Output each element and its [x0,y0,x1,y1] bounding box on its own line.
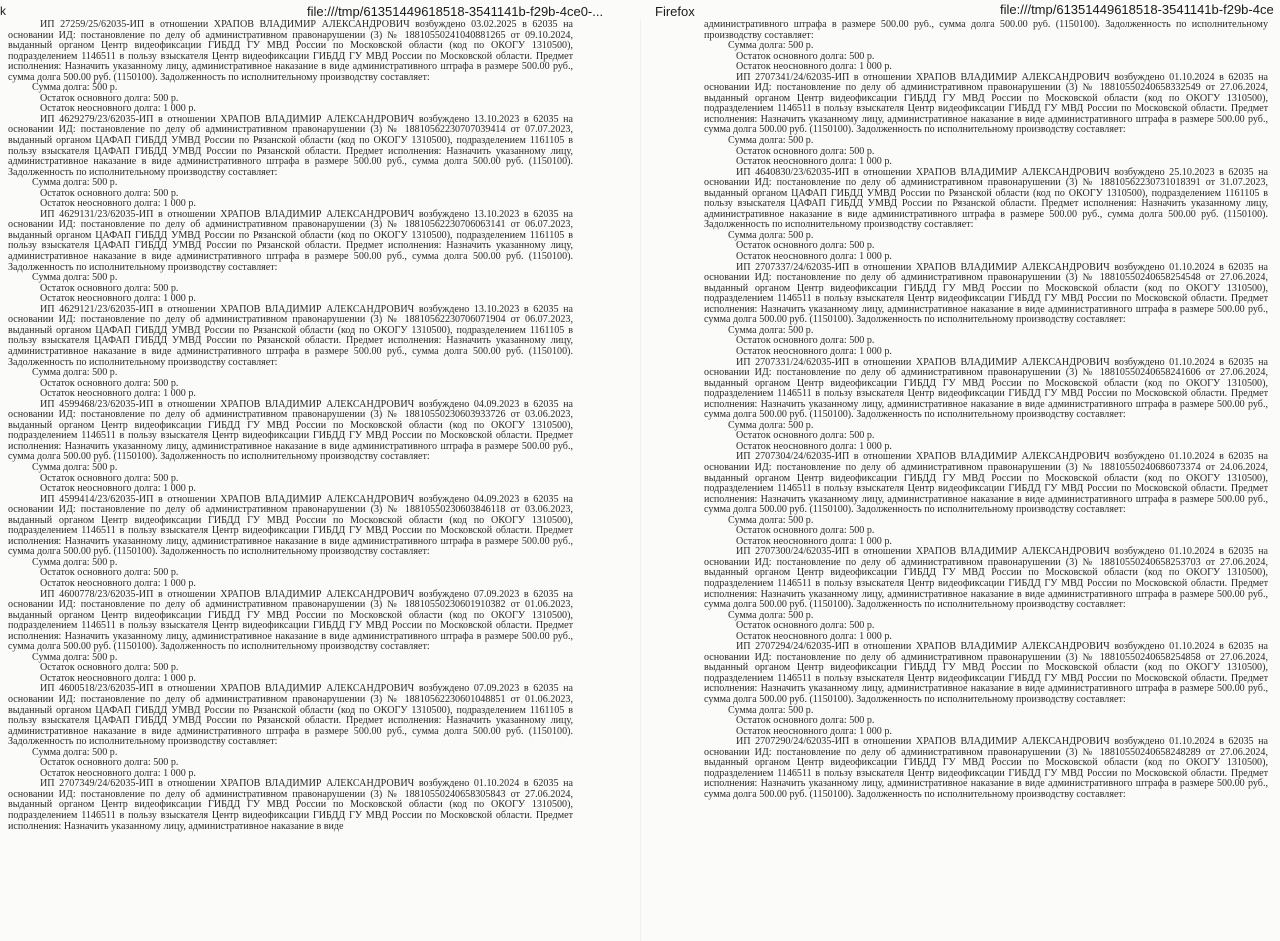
main-debt-remainder: Остаток основного долга: 500 р. [736,240,875,252]
debt-sum: Сумма долга: 500 р. [32,746,118,758]
enforcement-entry [704,73,1268,168]
debt-sum: Сумма долга: 500 р. [32,177,118,189]
tab-title-left[interactable]: file:///tmp/61351449618518-3541141b-f29b-4ce0-... [307,4,604,19]
entry-text: ИП 4600518/23/62035-ИП в отношении ХРАПОВ ВЛАДИМИР АЛЕКСАНДРОВИЧ возбуждено 07.09.2023 в 62035 на основании ИД: постановление по делу об административном правонарушении (3) № 18810562230601048851 от 01.06.2023, выданный органом ЦАФАП ГИБДД УМВД России по Рязанской области (код по ОКОГУ 1310500), подразделением 1161105 в пользу взыскателя ЦАФАП ГИБДД УМВД России по Рязанской области. Предмет исполнения: Назначить указанному лицу, административное наказание в виде административного штрафа в размере 500.00 руб., сумма долга 500.00 руб. (1150100). Задолженность по исполнительному производству составляет: [8,683,573,748]
tab-title-right[interactable]: file:///tmp/61351449618518-3541141b-f29b-4ce [1000,2,1274,17]
enforcement-entry [704,547,1268,642]
entry-text: ИП 2707349/24/62035-ИП в отношении ХРАПОВ ВЛАДИМИР АЛЕКСАНДРОВИЧ возбуждено 01.10.2024 в 62035 на основании ИД: постановление по делу об административном правонарушении (3) № 18810550240658305843 от 27.06.2024, выданный органом Центр видеофиксации ГИБДД ГУ МВД России по Московской области (код по ОКОГУ 1310500), подразделением 1146511 в пользу взыскателя Центр видеофиксации ГИБДД ГУ МВД России по Московской области. Предмет исполнения: Назначить указанному лицу, административное наказание в виде [8,778,573,832]
enforcement-entry-continued [704,20,1268,73]
enforcement-entry [704,642,1268,737]
debt-sum: Сумма долга: 500 р. [728,40,814,52]
enforcement-entry [8,779,573,832]
main-debt-remainder: Остаток основного долга: 500 р. [40,662,179,674]
enforcement-entry [704,168,1268,263]
debt-sum: Сумма долга: 500 р. [32,272,118,284]
other-debt-remainder: Остаток неосновного долга: 1 000 р. [736,725,892,737]
main-debt-remainder: Остаток основного долга: 500 р. [736,145,875,157]
debt-sum: Сумма долга: 500 р. [728,514,814,526]
enforcement-entry [8,305,573,400]
enforcement-entry [8,684,573,779]
debt-sum: Сумма долга: 500 р. [728,704,814,716]
debt-sum: Сумма долга: 500 р. [728,229,814,241]
entry-text: ИП 27259/25/62035-ИП в отношении ХРАПОВ ВЛАДИМИР АЛЕКСАНДРОВИЧ возбуждено 03.02.2025 в 62035 на основании ИД: постановление по делу об административном правонарушении (3) № 18810550241040881265 от 09.10.2024, выданный органом Центр видеофиксации ГИБДД ГУ МВД России по Московской области (код по ОКОГУ 1310500), подразделением 1146511 в пользу взыскателя Центр видеофиксации ГИБДД ГУ МВД России по Московской области. Предмет исполнения: Назначить указанному лицу, административное наказание в виде административного штрафа в размере 500.00 руб., сумма долга 500.00 руб. (1150100). Задолженность по исполнительному производству составляет: [8,20,573,83]
entry-text: административного штрафа в размере 500.00 руб., сумма долга 500.00 руб. (1150100). Задолженность по исполнительному производству составляет: [704,20,1268,41]
debt-sum: Сумма долга: 500 р. [728,419,814,431]
debt-sum: Сумма долга: 500 р. [32,461,118,473]
enforcement-entry [8,20,573,115]
app-title: Firefox [655,4,695,19]
enforcement-entry [8,590,573,685]
main-debt-remainder: Остаток основного долга: 500 р. [40,472,179,484]
entry-text: ИП 4599414/23/62035-ИП в отношении ХРАПОВ ВЛАДИМИР АЛЕКСАНДРОВИЧ возбуждено 04.09.2023 в 62035 на основании ИД: постановление по делу об административном правонарушении (3) № 18810550230603846118 от 03.06.2023, выданный органом Центр видеофиксации ГИБДД ГУ МВД России по Московской области (код по ОКОГУ 1310500), подразделением 1146511 в пользу взыскателя Центр видеофиксации ГИБДД ГУ МВД России по Московской области. Предмет исполнения: Назначить указанному лицу, административное наказание в виде административного штрафа в размере 500.00 руб., сумма долга 500.00 руб. (1150100). Задолженность по исполнительному производству составляет: [8,493,573,558]
other-debt-remainder: Остаток неосновного долга: 1 000 р. [40,767,196,779]
other-debt-remainder: Остаток неосновного долга: 1 000 р. [736,535,892,547]
enforcement-entry [704,452,1268,547]
entry-text: ИП 4640830/23/62035-ИП в отношении ХРАПОВ ВЛАДИМИР АЛЕКСАНДРОВИЧ возбуждено 25.10.2023 в 62035 на основании ИД: постановление по делу об административном правонарушении (3) № 18810562230731018391 от 31.07.2023, выданный органом ЦАФАП ГИБДД УМВД России по Рязанской области (код по ОКОГУ 1310500), подразделением 1161105 в пользу взыскателя ЦАФАП ГИБДД УМВД России по Рязанской области. Предмет исполнения: Назначить указанному лицу, административное наказание в виде административного штрафа в размере 500.00 руб., сумма долга 500.00 руб. (1150100). Задолженность по исполнительному производству составляет: [704,166,1268,231]
main-debt-remainder: Остаток основного долга: 500 р. [40,567,179,579]
other-debt-remainder: Остаток неосновного долга: 1 000 р. [40,388,196,400]
enforcement-entry [8,495,573,590]
debt-sum: Сумма долга: 500 р. [728,135,814,147]
entry-text: ИП 4599468/23/62035-ИП в отношении ХРАПОВ ВЛАДИМИР АЛЕКСАНДРОВИЧ возбуждено 04.09.2023 в 62035 на основании ИД: постановление по делу об административном правонарушении (3) № 18810550230603933726 от 03.06.2023, выданный органом Центр видеофиксации ГИБДД ГУ МВД России по Московской области (код по ОКОГУ 1310500), подразделением 1146511 в пользу взыскателя Центр видеофиксации ГИБДД ГУ МВД России по Московской области. Предмет исполнения: Назначить указанному лицу, административное наказание в виде административного штрафа в размере 500.00 руб., сумма долга 500.00 руб. (1150100). Задолженность по исполнительному производству составляет: [8,398,573,463]
main-debt-remainder: Остаток основного долга: 500 р. [40,282,179,294]
enforcement-entry [704,263,1268,358]
entry-text: ИП 2707331/24/62035-ИП в отношении ХРАПОВ ВЛАДИМИР АЛЕКСАНДРОВИЧ возбуждено 01.10.2024 в 62035 на основании ИД: постановление по делу об административном правонарушении (3) № 18810550240658241606 от 27.06.2024, выданный органом Центр видеофиксации ГИБДД ГУ МВД России по Московской области (код по ОКОГУ 1310500), подразделением 1146511 в пользу взыскателя Центр видеофиксации ГИБДД ГУ МВД России по Московской области. Предмет исполнения: Назначить указанному лицу, административное наказание в виде административного штрафа в размере 500.00 руб., сумма долга 500.00 руб. (1150100). Задолженность по исполнительному производству составляет: [704,356,1268,421]
document-page-right [704,20,1268,941]
main-debt-remainder: Остаток основного долга: 500 р. [736,620,875,632]
other-debt-remainder: Остаток неосновного долга: 1 000 р. [40,198,196,210]
main-debt-remainder: Остаток основного долга: 500 р. [736,525,875,537]
enforcement-entry [704,737,1268,800]
entry-text: ИП 2707341/24/62035-ИП в отношении ХРАПОВ ВЛАДИМИР АЛЕКСАНДРОВИЧ возбуждено 01.10.2024 в 62035 на основании ИД: постановление по делу об административном правонарушении (3) № 18810550240658332549 от 27.06.2024, выданный органом Центр видеофиксации ГИБДД ГУ МВД России по Московской области (код по ОКОГУ 1310500), подразделением 1146511 в пользу взыскателя Центр видеофиксации ГИБДД ГУ МВД России по Московской области. Предмет исполнения: Назначить указанному лицу, административное наказание в виде административного штрафа в размере 500.00 руб., сумма долга 500.00 руб. (1150100). Задолженность по исполнительному производству составляет: [704,71,1268,136]
entry-text: ИП 2707337/24/62035-ИП в отношении ХРАПОВ ВЛАДИМИР АЛЕКСАНДРОВИЧ возбуждено 01.10.2024 в 62035 на основании ИД: постановление по делу об административном правонарушении (3) № 18810550240658254548 от 27.06.2024, выданный органом Центр видеофиксации ГИБДД ГУ МВД России по Московской области (код по ОКОГУ 1310500), подразделением 1146511 в пользу взыскателя Центр видеофиксации ГИБДД ГУ МВД России по Московской области. Предмет исполнения: Назначить указанному лицу, административное наказание в виде административного штрафа в размере 500.00 руб., сумма долга 500.00 руб. (1150100). Задолженность по исполнительному производству составляет: [704,261,1268,326]
other-debt-remainder: Остаток неосновного долга: 1 000 р. [40,672,196,684]
entry-text: ИП 2707294/24/62035-ИП в отношении ХРАПОВ ВЛАДИМИР АЛЕКСАНДРОВИЧ возбуждено 01.10.2024 в 62035 на основании ИД: постановление по делу об административном правонарушении (3) № 18810550240658254858 от 27.06.2024, выданный органом Центр видеофиксации ГИБДД ГУ МВД России по Московской области (код по ОКОГУ 1310500), подразделением 1146511 в пользу взыскателя Центр видеофиксации ГИБДД ГУ МВД России по Московской области. Предмет исполнения: Назначить указанному лицу, административное наказание в виде административного штрафа в размере 500.00 руб., сумма долга 500.00 руб. (1150100). Задолженность по исполнительному производству составляет: [704,641,1268,705]
debt-sum: Сумма долга: 500 р. [728,324,814,336]
enforcement-entry [8,210,573,305]
entry-text: ИП 2707290/24/62035-ИП в отношении ХРАПОВ ВЛАДИМИР АЛЕКСАНДРОВИЧ возбуждено 01.10.2024 в 62035 на основании ИД: постановление по делу об административном правонарушении (3) № 18810550240658248289 от 27.06.2024, выданный органом Центр видеофиксации ГИБДД ГУ МВД России по Московской области (код по ОКОГУ 1310500), подразделением 1146511 в пользу взыскателя Центр видеофиксации ГИБДД ГУ МВД России по Московской области. Предмет исполнения: Назначить указанному лицу, административное наказание в виде административного штрафа в размере 500.00 руб., сумма долга 500.00 руб. (1150100). Задолженность по исполнительному производству составляет: [704,736,1268,800]
debt-sum: Сумма долга: 500 р. [32,367,118,379]
main-debt-remainder: Остаток основного долга: 500 р. [40,757,179,769]
debt-sum: Сумма долга: 500 р. [728,609,814,621]
other-debt-remainder: Остаток неосновного долга: 1 000 р. [736,251,892,263]
main-debt-remainder: Остаток основного долга: 500 р. [736,335,875,347]
main-debt-remainder: Остаток основного долга: 500 р. [40,187,179,199]
main-debt-remainder: Остаток основного долга: 500 р. [40,92,179,104]
close-icon[interactable]: k [0,4,6,18]
entry-text: ИП 2707300/24/62035-ИП в отношении ХРАПОВ ВЛАДИМИР АЛЕКСАНДРОВИЧ возбуждено 01.10.2024 в 62035 на основании ИД: постановление по делу об административном правонарушении (3) № 18810550240658253703 от 27.06.2024, выданный органом Центр видеофиксации ГИБДД ГУ МВД России по Московской области (код по ОКОГУ 1310500), подразделением 1146511 в пользу взыскателя Центр видеофиксации ГИБДД ГУ МВД России по Московской области. Предмет исполнения: Назначить указанному лицу, административное наказание в виде административного штрафа в размере 500.00 руб., сумма долга 500.00 руб. (1150100). Задолженность по исполнительному производству составляет: [704,546,1268,611]
other-debt-remainder: Остаток неосновного долга: 1 000 р. [736,440,892,452]
debt-sum: Сумма долга: 500 р. [32,651,118,663]
main-debt-remainder: Остаток основного долга: 500 р. [736,50,875,62]
other-debt-remainder: Остаток неосновного долга: 1 000 р. [40,293,196,305]
entry-text: ИП 4600778/23/62035-ИП в отношении ХРАПОВ ВЛАДИМИР АЛЕКСАНДРОВИЧ возбуждено 07.09.2023 в 62035 на основании ИД: постановление по делу об административном правонарушении (3) № 18810550230601910382 от 01.06.2023, выданный органом Центр видеофиксации ГИБДД ГУ МВД России по Московской области (код по ОКОГУ 1310500), подразделением 1146511 в пользу взыскателя Центр видеофиксации ГИБДД ГУ МВД России по Московской области. Предмет исполнения: Назначить указанному лицу, административное наказание в виде административного штрафа в размере 500.00 руб., сумма долга 500.00 руб. (1150100). Задолженность по исполнительному производству составляет: [8,588,573,653]
enforcement-entry [8,400,573,495]
main-debt-remainder: Остаток основного долга: 500 р. [736,715,875,727]
entry-text: ИП 2707304/24/62035-ИП в отношении ХРАПОВ ВЛАДИМИР АЛЕКСАНДРОВИЧ возбуждено 01.10.2024 в 62035 на основании ИД: постановление по делу об административном правонарушении (3) № 18810550240686073374 от 24.06.2024, выданный органом Центр видеофиксации ГИБДД ГУ МВД России по Московской области (код по ОКОГУ 1310500), подразделением 1146511 в пользу взыскателя Центр видеофиксации ГИБДД ГУ МВД России по Московской области. Предмет исполнения: Назначить указанному лицу, административное наказание в виде административного штрафа в размере 500.00 руб., сумма долга 500.00 руб. (1150100). Задолженность по исполнительному производству составляет: [704,451,1268,516]
other-debt-remainder: Остаток неосновного долга: 1 000 р. [736,61,892,73]
entry-text: ИП 4629279/23/62035-ИП в отношении ХРАПОВ ВЛАДИМИР АЛЕКСАНДРОВИЧ возбуждено 13.10.2023 в 62035 на основании ИД: постановление по делу об административном правонарушении (3) № 18810562230707039414 от 07.07.2023, выданный органом ЦАФАП ГИБДД УМВД России по Рязанской области (код по ОКОГУ 1310500), подразделением 1161105 в пользу взыскателя ЦАФАП ГИБДД УМВД России по Рязанской области. Предмет исполнения: Назначить указанному лицу, административное наказание в виде административного штрафа в размере 500.00 руб., сумма долга 500.00 руб. (1150100). Задолженность по исполнительному производству составляет: [8,113,573,178]
enforcement-entry [8,115,573,210]
document-page-left [8,20,573,941]
other-debt-remainder: Остаток неосновного долга: 1 000 р. [40,103,196,115]
main-debt-remainder: Остаток основного долга: 500 р. [736,430,875,442]
other-debt-remainder: Остаток неосновного долга: 1 000 р. [736,630,892,642]
debt-sum: Сумма долга: 500 р. [32,556,118,568]
enforcement-entry [704,358,1268,453]
other-debt-remainder: Остаток неосновного долга: 1 000 р. [40,483,196,495]
page-gap [640,20,641,941]
other-debt-remainder: Остаток неосновного долга: 1 000 р. [40,577,196,589]
debt-sum: Сумма долга: 500 р. [32,82,118,94]
entry-text: ИП 4629121/23/62035-ИП в отношении ХРАПОВ ВЛАДИМИР АЛЕКСАНДРОВИЧ возбуждено 13.10.2023 в 62035 на основании ИД: постановление по делу об административном правонарушении (3) № 18810562230706071904 от 06.07.2023, выданный органом ЦАФАП ГИБДД УМВД России по Рязанской области (код по ОКОГУ 1310500), подразделением 1161105 в пользу взыскателя ЦАФАП ГИБДД УМВД России по Рязанской области. Предмет исполнения: Назначить указанному лицу, административное наказание в виде административного штрафа в размере 500.00 руб., сумма долга 500.00 руб. (1150100). Задолженность по исполнительному производству составляет: [8,303,573,368]
other-debt-remainder: Остаток неосновного долга: 1 000 р. [736,345,892,357]
entry-text: ИП 4629131/23/62035-ИП в отношении ХРАПОВ ВЛАДИМИР АЛЕКСАНДРОВИЧ возбуждено 13.10.2023 в 62035 на основании ИД: постановление по делу об административном правонарушении (3) № 18810562230706063141 от 06.07.2023, выданный органом ЦАФАП ГИБДД УМВД России по Рязанской области (код по ОКОГУ 1310500), подразделением 1161105 в пользу взыскателя ЦАФАП ГИБДД УМВД России по Рязанской области. Предмет исполнения: Назначить указанному лицу, административное наказание в виде административного штрафа в размере 500.00 руб., сумма долга 500.00 руб. (1150100). Задолженность по исполнительному производству составляет: [8,208,573,273]
main-debt-remainder: Остаток основного долга: 500 р. [40,377,179,389]
other-debt-remainder: Остаток неосновного долга: 1 000 р. [736,156,892,168]
